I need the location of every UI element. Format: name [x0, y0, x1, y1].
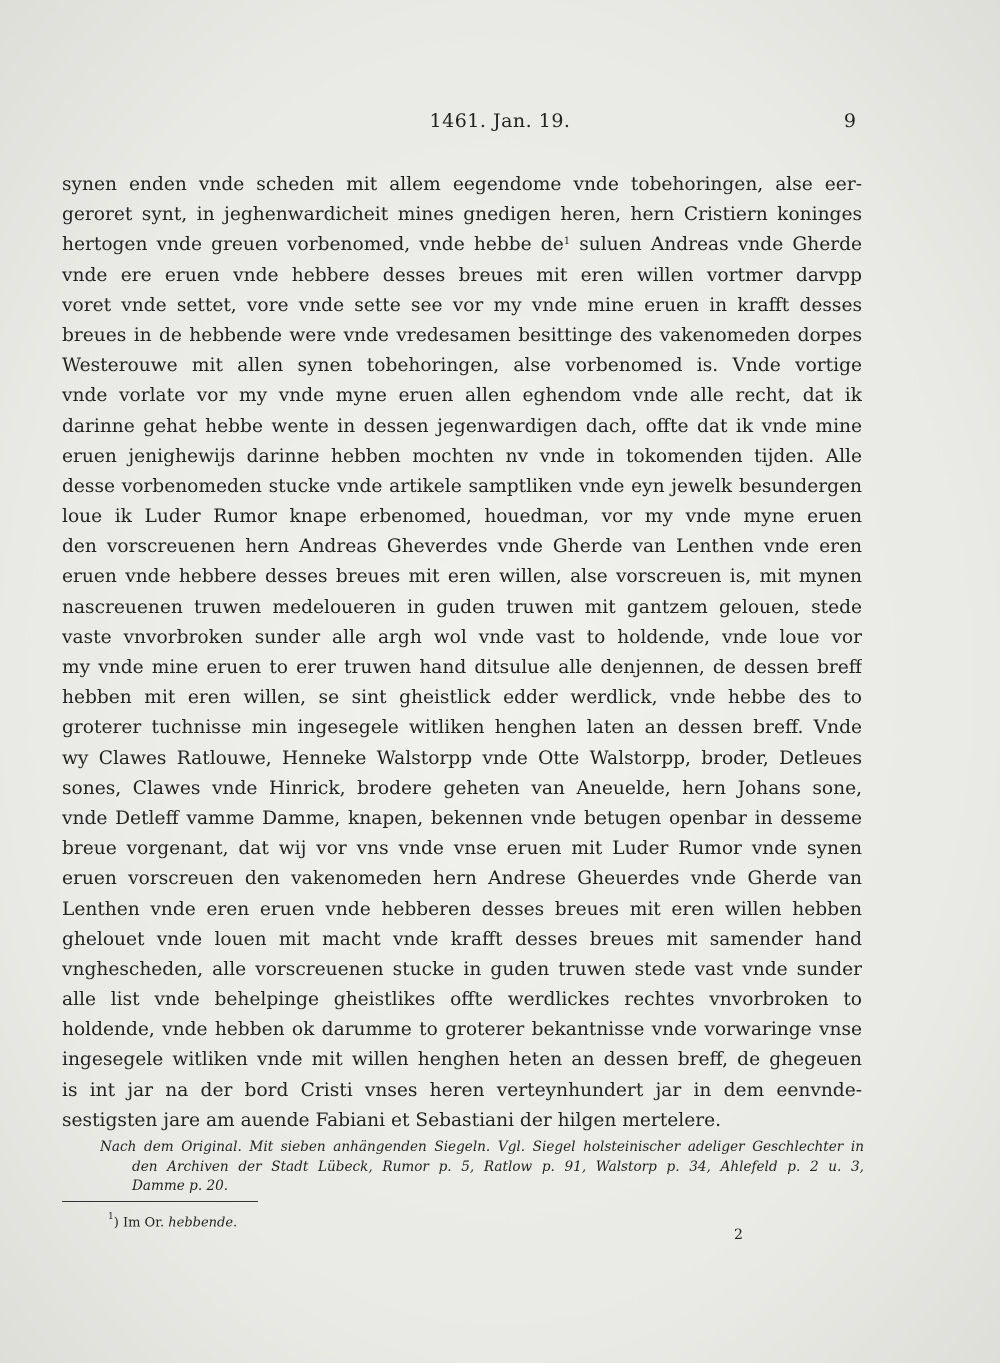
text-line: wy Clawes Ratlouwe, Henneke Walstorpp vnde Otte Walstorpp, broder, Detleues: [62, 747, 862, 769]
text-line: hebben mit eren willen, se sint gheistlick edder werdlick, vnde hebbe des to: [62, 687, 862, 709]
text-line: breues in de hebbende were vnde vredesamen besittinge des vakenomeden dorpes: [62, 324, 862, 346]
signature-mark: 2: [734, 1227, 743, 1243]
text-line: eruen vnde hebbere desses breues mit eren willen, alse vorscreuen is, mit mynen: [62, 566, 862, 588]
text-line: nascreuenen truwen medeloueren in guden truwen mit gantzem gelouen, stede: [62, 596, 862, 618]
running-head: [0, 106, 1000, 136]
text-line: holdende, vnde hebben ok darumme to groterer bekantnisse vnde vorwaringe vnse: [62, 1019, 862, 1041]
text-line: darinne gehat hebbe wente in dessen jegenwardigen dach, offte dat ik vnde mine: [62, 415, 862, 437]
text-line: groterer tuchnisse min ingesegele witliken henghen laten an dessen breff. Vnde: [62, 717, 862, 739]
note-line: Damme p. 20.: [132, 1178, 229, 1194]
page-number: 9: [843, 110, 856, 132]
text-line: Westerouwe mit allen synen tobehoringen, alse vorbenomed is. Vnde vortige: [62, 355, 862, 377]
source-note: [100, 1138, 864, 1197]
text-line: den vorscreuenen hern Andreas Gheverdes vnde Gherde van Lenthen vnde eren: [62, 536, 862, 558]
text-line: vnde Detleff vamme Damme, knapen, bekennen vnde betugen openbar in desseme: [62, 807, 862, 829]
text-line: ingesegele witliken vnde mit willen henghen heten an dessen breff, de ghegeuen: [62, 1049, 862, 1071]
note-line: den Archiven der Stadt Lübeck, Rumor p. 5, Ratlow p. 91, Walstorp p. 34, Ahlefeld p. 2 u. 3,: [132, 1158, 864, 1175]
footnote-reference: 1: [563, 236, 571, 248]
text-line: is int jar na der bord Cristi vnses heren verteynhundert jar in dem eenvnde-: [62, 1079, 862, 1101]
footnote-prefix: ) Im Or.: [113, 1215, 169, 1231]
document-body: [62, 170, 862, 1136]
text-line: synen enden vnde scheden mit allem eegendome vnde tobehoringen, alse eer-: [62, 174, 862, 195]
text-line: sones, Clawes vnde Hinrick, brodere geheten van Aneuelde, hern Johans sone,: [62, 777, 862, 799]
text-line: vnde ere eruen vnde hebbere desses breues mit eren willen vortmer darvpp: [62, 264, 862, 286]
text-line: Lenthen vnde eren eruen vnde hebberen desses breues mit eren willen hebben: [62, 898, 862, 920]
footnote-divider: [62, 1201, 258, 1202]
note-line: Nach dem Original. Mit sieben anhängenden Siegeln. Vgl. Siegel holsteinischer adeliger Geschlechter in: [100, 1139, 864, 1155]
text-line: eruen vorscreuen den vakenomeden hern Andrese Gheuerdes vnde Gherde van: [62, 868, 862, 890]
text-line: vaste vnvorbroken sunder alle argh wol vnde vast to holdende, vnde loue vor: [62, 626, 862, 648]
footnote: [108, 1210, 237, 1232]
footnote-term: hebbende.: [168, 1215, 238, 1231]
text-line: vnde vorlate vor my vnde myne eruen allen eghendom vnde alle recht, dat ik: [62, 385, 862, 407]
header-date: 1461. Jan. 19.: [429, 110, 571, 132]
text-line-part: hertogen vnde greuen vorbenomed, vnde hebbe de: [62, 234, 564, 256]
footnote-marker: 1: [108, 1212, 114, 1222]
text-line: eruen jenighewijs darinne hebben mochten nv vnde in tokomenden tijden. Alle: [62, 445, 862, 467]
text-line: voret vnde settet, vore vnde sette see vor my vnde mine eruen in krafft desses: [62, 294, 862, 316]
text-line: sestigsten jare am auende Fabiani et Sebastiani der hilgen mertelere.: [62, 1109, 722, 1131]
text-line: vnghescheden, alle vorscreuenen stucke in guden truwen stede vast vnde sunder: [62, 958, 862, 980]
text-line: geroret synt, in jeghenwardicheit mines gnedigen heren, hern Cristiern koninges: [62, 204, 862, 226]
text-line: my vnde mine eruen to erer truwen hand ditsulue alle denjennen, de dessen breff: [62, 657, 862, 678]
text-line: breue vorgenant, dat wij vor vns vnde vnse eruen mit Luder Rumor vnde synen: [62, 838, 862, 860]
text-line: alle list vnde behelpinge gheistlikes offte werdlickes rechtes vnvorbroken to: [62, 989, 862, 1011]
text-line: [62, 230, 862, 260]
text-line: loue ik Luder Rumor knape erbenomed, houedman, vor my vnde myne eruen: [62, 506, 862, 528]
text-line-part: suluen Andreas vnde Gherde: [570, 234, 862, 256]
text-line: desse vorbenomeden stucke vnde artikele samptliken vnde eyn jewelk besundergen: [62, 475, 862, 497]
text-line: ghelouet vnde louen mit macht vnde krafft desses breues mit samender hand: [62, 928, 862, 950]
